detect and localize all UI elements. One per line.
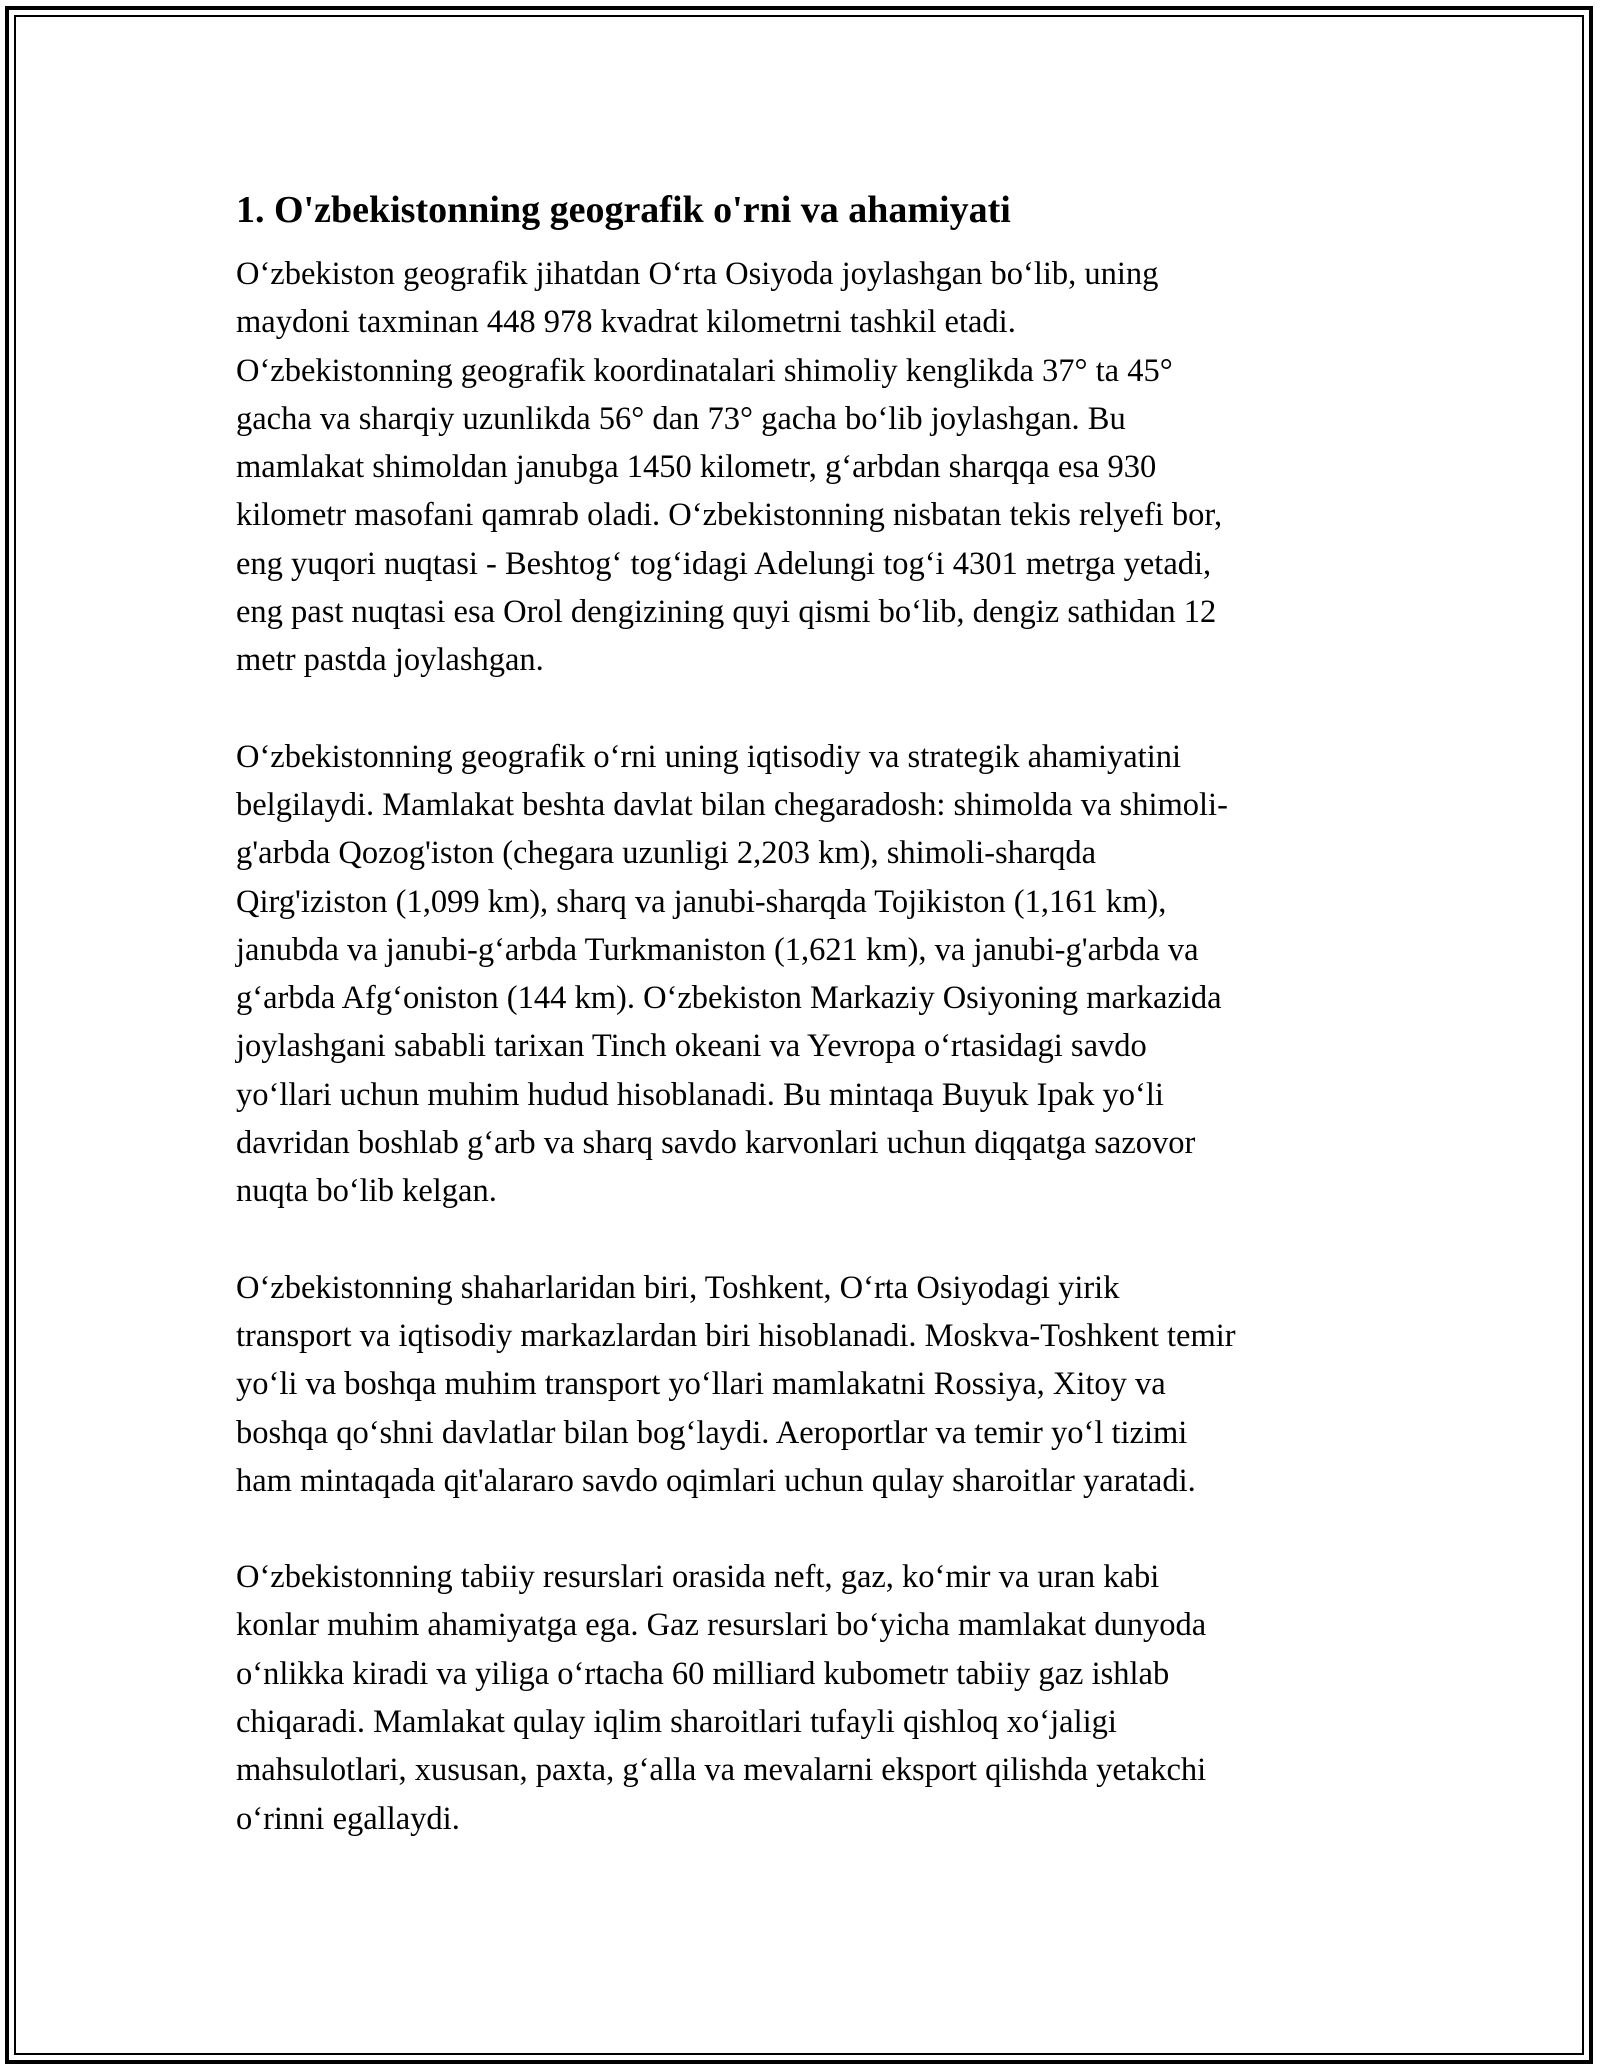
text-line: nuqta bo‘lib kelgan. [236,1173,497,1210]
text-line: mamlakat shimoldan janubga 1450 kilometr, g‘arbdan sharqqa esa 930 [236,449,1157,486]
text-line: metr pastda joylashgan. [236,642,544,679]
text-line: joylashgani sababli tarixan Tinch okeani va Yevropa o‘rtasidagi savdo [236,1028,1147,1065]
text-line: konlar muhim ahamiyatga ega. Gaz resurslari bo‘yicha mamlakat dunyoda [236,1607,1207,1644]
text-line: janubda va janubi-g‘arbda Turkmaniston (1,621 km), va janubi-g'arbda va [236,931,1199,968]
text-line: ham mintaqada qit'alararo savdo oqimlari uchun qulay sharoitlar yaratadi. [236,1462,1196,1499]
text-line: Qirg'iziston (1,099 km), sharq va janubi-sharqda Tojikiston (1,161 km), [236,883,1167,920]
text-line: yo‘llari uchun muhim hudud hisoblanadi. Bu mintaqa Buyuk Ipak yo‘li [236,1076,1164,1113]
text-line: yo‘li va boshqa muhim transport yo‘llari mamlakatni Rossiya, Xitoy va [236,1366,1166,1403]
text-line: O‘zbekistonning tabiiy resurslari orasida neft, gaz, ko‘mir va uran kabi [236,1559,1160,1596]
text-line: kilometr masofani qamrab oladi. O‘zbekistonning nisbatan tekis relyefi bor, [236,497,1223,534]
text-line: eng yuqori nuqtasi - Beshtog‘ tog‘idagi Adelungi tog‘i 4301 metrga yetadi, [236,545,1212,582]
text-line: boshqa qo‘shni davlatlar bilan bog‘laydi. Aeroportlar va temir yo‘l tizimi [236,1414,1188,1451]
text-line: g'arbda Qozog'iston (chegara uzunligi 2,203 km), shimoli-sharqda [236,835,1097,872]
text-line: eng past nuqtasi esa Orol dengizining quyi qismi bo‘lib, dengiz sathidan 12 [236,594,1217,631]
document-body [236,186,1376,1891]
text-line: o‘rinni egallaydi. [236,1800,460,1837]
text-line: chiqaradi. Mamlakat qulay iqlim sharoitlari tufayli qishloq xo‘jaligi [236,1704,1117,1741]
paragraph-geography-overview [236,250,1376,685]
text-line: O‘zbekiston geografik jihatdan O‘rta Osiyoda joylashgan bo‘lib, uning [236,256,1159,292]
text-line: belgilaydi. Mamlakat beshta davlat bilan chegaradosh: shimolda va shimoli- [236,786,1228,823]
paragraph-borders-strategic [236,733,1376,1216]
text-line: maydoni taxminan 448 978 kvadrat kilometrni tashkil etadi. [236,304,1016,341]
text-line: O‘zbekistonning shaharlaridan biri, Toshkent, O‘rta Osiyodagi yirik [236,1269,1120,1306]
text-line: mahsulotlari, xususan, paxta, g‘alla va mevalarni eksport qilishda yetakchi [236,1752,1207,1789]
section-heading: 1. O'zbekistonning geografik o'rni va ahamiyati [236,189,1011,231]
text-line: davridan boshlab g‘arb va sharq savdo karvonlari uchun diqqatga sazovor [236,1125,1196,1162]
text-line: gacha va sharqiy uzunlikda 56° dan 73° gacha bo‘lib joylashgan. Bu [236,400,1126,437]
text-line: g‘arbda Afg‘oniston (144 km). O‘zbekiston Markaziy Osiyoning markazida [236,980,1222,1017]
text-line: transport va iqtisodiy markazlardan biri hisoblanadi. Moskva-Toshkent temir [236,1317,1236,1354]
paragraph-natural-resources [236,1553,1376,1843]
text-line: O‘zbekistonning geografik o‘rni uning iqtisodiy va strategik ahamiyatini [236,738,1182,775]
text-line: o‘nlikka kiradi va yiliga o‘rtacha 60 milliard kubometr tabiiy gaz ishlab [236,1655,1170,1692]
text-line: O‘zbekistonning geografik koordinatalari shimoliy kenglikda 37° ta 45° [236,352,1173,389]
paragraph-transport [236,1264,1376,1505]
